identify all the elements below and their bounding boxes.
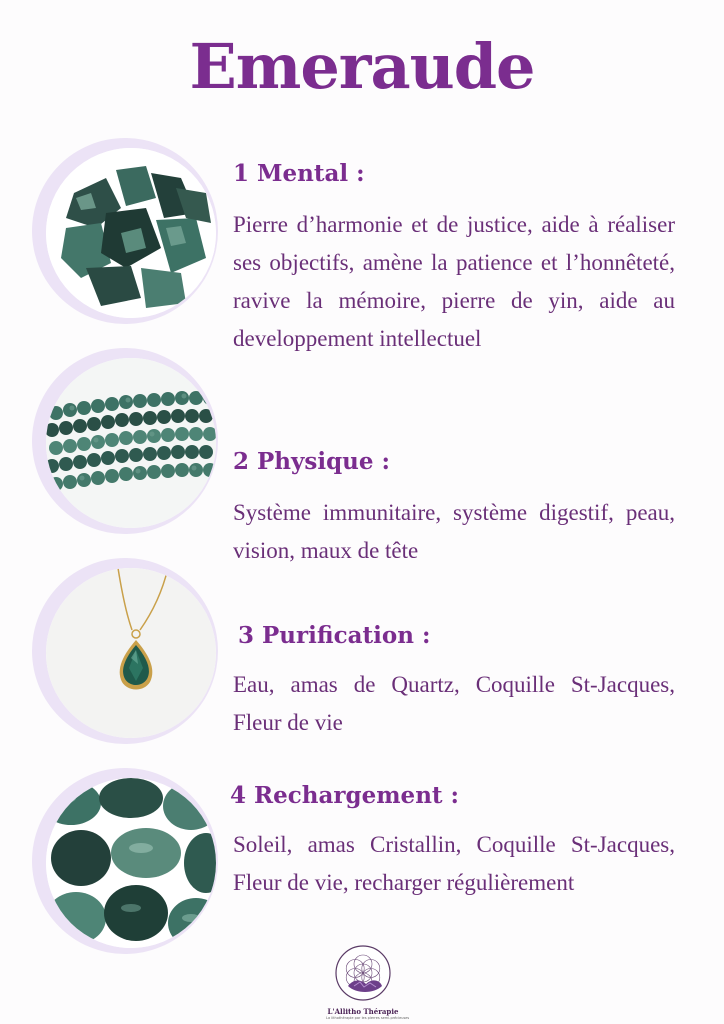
tumbled-emerald-stones-photo — [46, 778, 216, 948]
section-1-heading: 1 Mental : — [233, 160, 365, 187]
raw-emerald-stones-photo — [46, 148, 216, 318]
section-2-heading: 2 Physique : — [233, 448, 391, 475]
section-4-heading: 4 Rechargement : — [230, 782, 460, 809]
section-2-text: Système immunitaire, système digestif, peau, vision, maux de tête — [233, 500, 675, 563]
section-3-heading: 3 Purification : — [238, 622, 431, 649]
section-3-text: Eau, amas de Quartz, Coquille St-Jacques, Fleur de vie — [233, 672, 675, 735]
brand-logo — [326, 944, 410, 1020]
logo-name: L'Allitho Thérapie — [327, 1007, 399, 1016]
emerald-bead-strands-photo — [46, 358, 216, 528]
emerald-pendant-photo — [46, 568, 216, 738]
section-4-text: Soleil, amas Cristallin, Coquille St-Jacques, Fleur de vie, recharger régulièrement — [233, 832, 675, 895]
section-1-text: Pierre d’harmonie et de justice, aide à réaliser ses objectifs, amène la patience et l’honnêteté, ravive la mémoire, pierre de yin, aide au developpement intellectuel — [233, 212, 675, 351]
section-4-image — [32, 768, 222, 958]
section-1-image — [32, 138, 222, 328]
page-title: Emeraude — [189, 30, 535, 103]
section-2-image — [32, 348, 222, 538]
flower-of-life-icon — [334, 944, 392, 1002]
section-3-image — [32, 558, 222, 748]
logo-tagline: La lithothérapie par les pierres semi-précieuses — [326, 1016, 410, 1020]
